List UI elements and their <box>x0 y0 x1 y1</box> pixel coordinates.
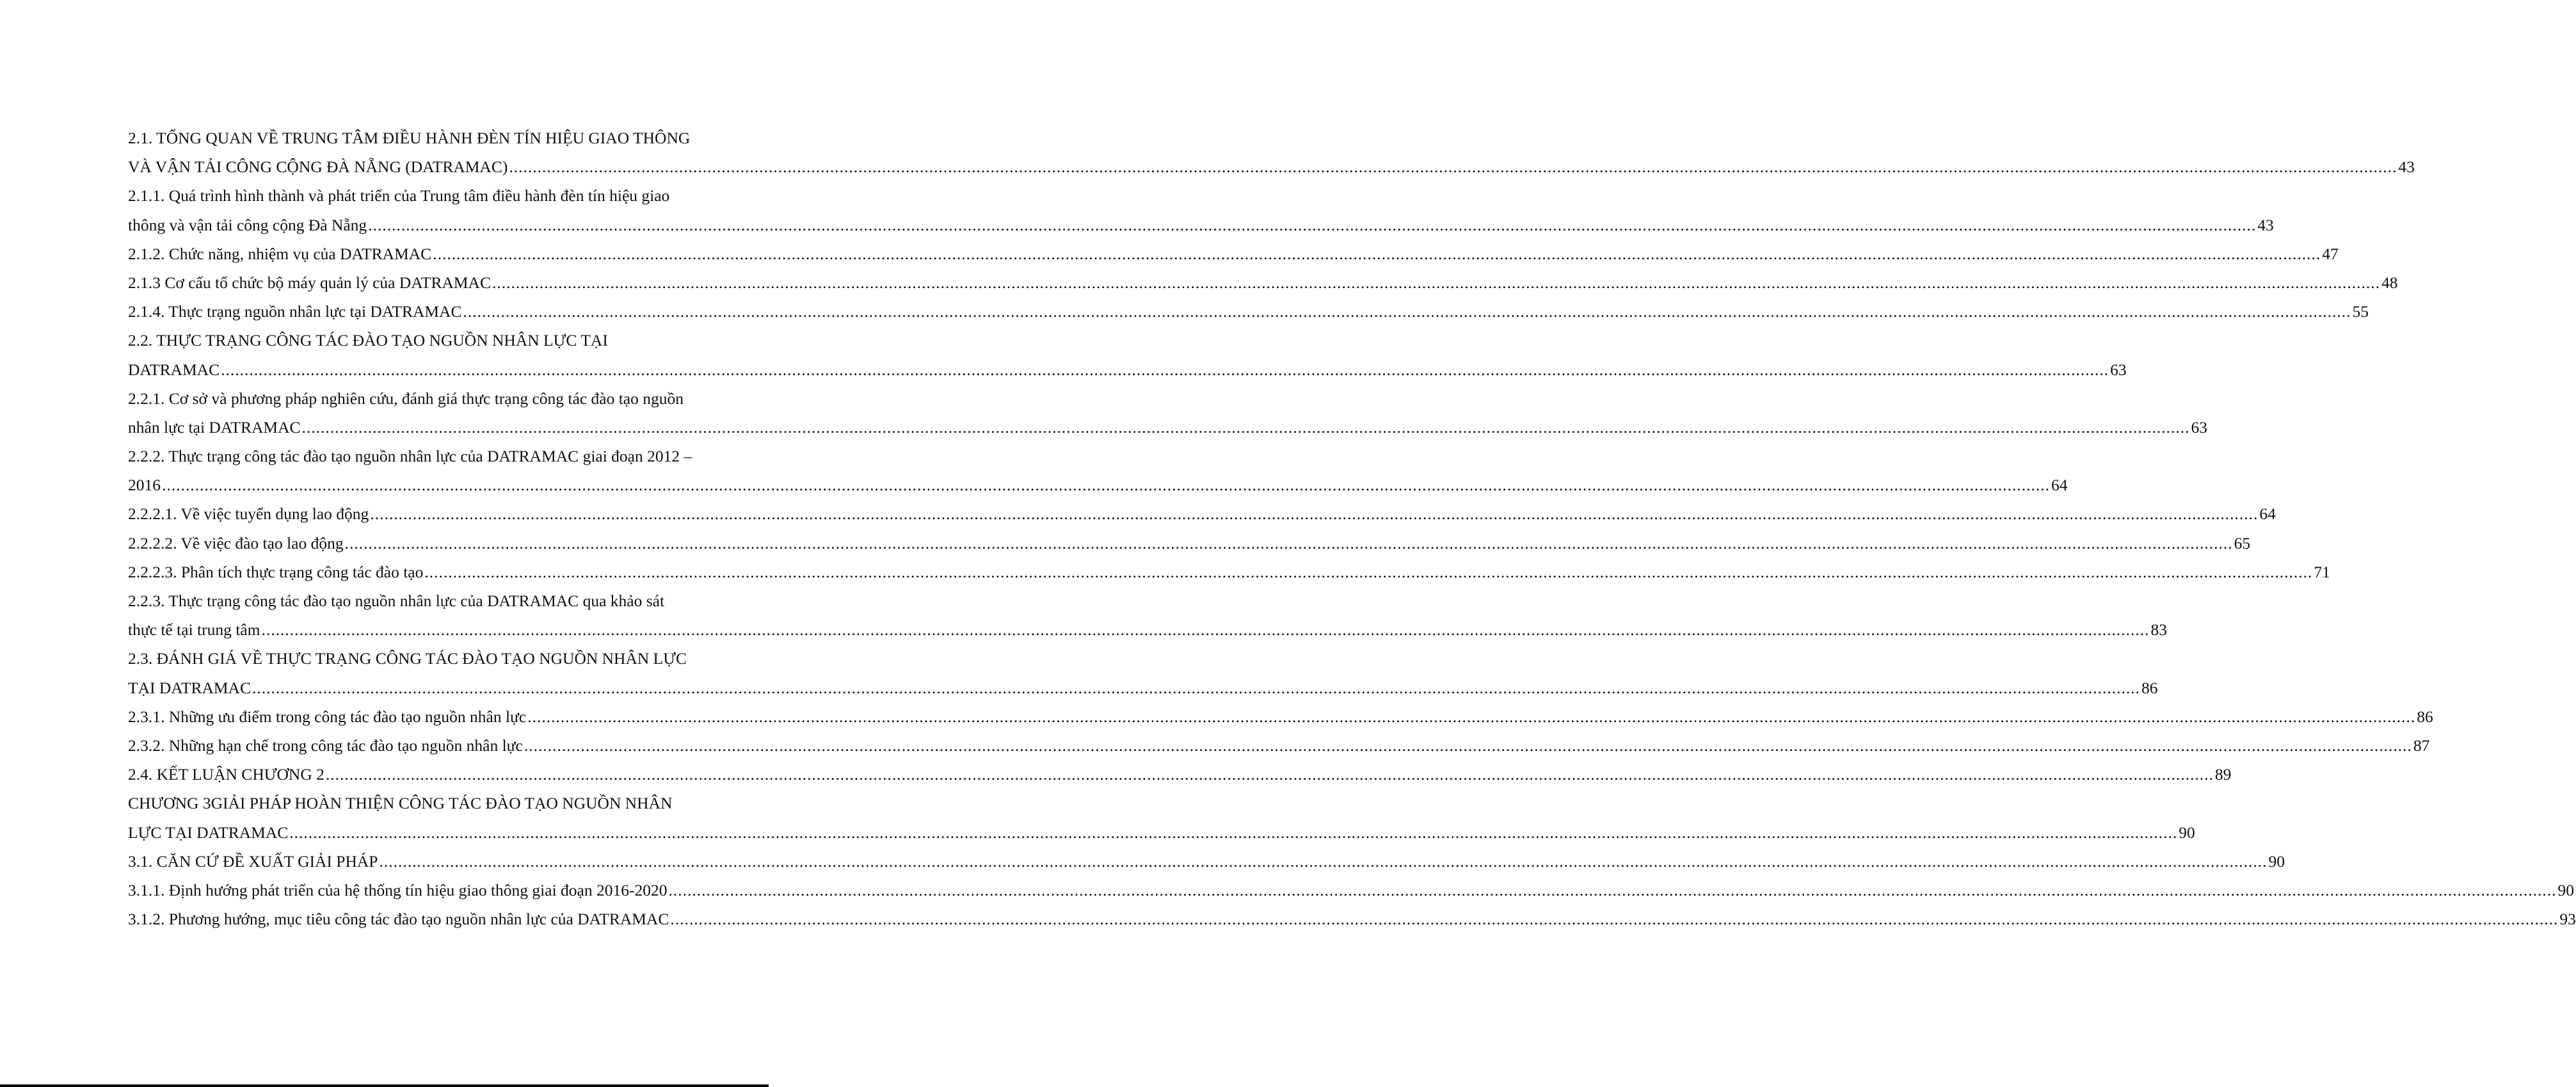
toc-page-number: 48 <box>2381 273 2398 292</box>
toc-entry-line <box>128 789 713 817</box>
toc-entry-title: CHƯƠNG 3GIẢI PHÁP HOÀN THIỆN CÔNG TÁC ĐÀO TẠO NGUỒN NHÂN <box>128 794 673 813</box>
toc-page-number: 90 <box>2268 851 2285 871</box>
dot-leader: ................................................................................................................................................................................................................................................................................................................................................................................................................ <box>527 707 2416 726</box>
toc-entry-line <box>128 644 713 673</box>
dot-leader: ................................................................................................................................................................................................................................................................................................................................................................................................................ <box>370 504 2259 524</box>
toc-entry-line <box>128 442 713 471</box>
toc-page-number: 63 <box>2191 417 2208 437</box>
toc-entry-title: 2.3.2. Những hạn chế trong công tác đào tạo nguồn nhân lực <box>128 736 523 755</box>
toc-entry-line <box>128 297 2369 326</box>
toc-entry-title: 2.4. KẾT LUẬN CHƯƠNG 2 <box>128 765 324 784</box>
toc-entry-line <box>128 760 2232 789</box>
toc-entry-title: nhân lực tại DATRAMAC <box>128 417 301 437</box>
dot-leader: ................................................................................................................................................................................................................................................................................................................................................................................................................ <box>433 244 2321 263</box>
toc-entry-line <box>128 876 2574 905</box>
toc-entry-title: 3.1.1. Định hướng phát triển của hệ thống tín hiệu giao thông giai đoạn 2016-2020 <box>128 880 668 899</box>
dot-leader: ................................................................................................................................................................................................................................................................................................................................................................................................................ <box>509 157 2397 177</box>
toc-entry-line <box>128 326 713 355</box>
toc-entry-title: 2.2.2.2. Về việc đào tạo lao động <box>128 533 344 552</box>
toc-page-number: 93 <box>2559 910 2576 929</box>
toc-entry-title: thực tế tại trung tâm <box>128 620 260 640</box>
toc-entry-line <box>128 152 2415 181</box>
dot-leader: ................................................................................................................................................................................................................................................................................................................................................................................................................ <box>261 620 2150 640</box>
dot-leader: ................................................................................................................................................................................................................................................................................................................................................................................................................ <box>325 765 2214 784</box>
toc-entry-title: 2.2.2.3. Phân tích thực trạng công tác đào tạo <box>128 562 424 581</box>
toc-entry-line <box>128 413 2208 442</box>
toc-entry-title: 2.2.1. Cơ sở và phương pháp nghiên cứu, đánh giá thực trạng công tác đào tạo nguồn <box>128 389 684 408</box>
toc-page-number: 55 <box>2352 302 2369 321</box>
dot-leader: ................................................................................................................................................................................................................................................................................................................................................................................................................ <box>668 880 2557 899</box>
toc-page-number: 86 <box>2141 678 2158 697</box>
toc-entry-line <box>128 268 2398 297</box>
toc-entry-title: 2.2.3. Thực trạng công tác đào tạo nguồn nhân lực của DATRAMAC qua khảo sát <box>128 592 665 610</box>
toc-entry-title: 2.2.2.1. Về việc tuyển dụng lao động <box>128 504 369 524</box>
toc-entry-line <box>128 615 2167 644</box>
toc-entry-title: 2.1.1. Quá trình hình thành và phát triển của Trung tâm điều hành đèn tín hiệu giao <box>128 186 670 205</box>
toc-page-number: 64 <box>2259 504 2276 524</box>
toc-page-number: 63 <box>2110 360 2127 379</box>
toc-entry-line <box>128 181 713 210</box>
toc-entry-line <box>128 586 713 615</box>
toc-page-number: 43 <box>2398 157 2415 177</box>
dot-leader: ................................................................................................................................................................................................................................................................................................................................................................................................................ <box>301 417 2190 437</box>
dot-leader: ................................................................................................................................................................................................................................................................................................................................................................................................................ <box>162 476 2050 495</box>
toc-entry-title: 2.3.1. Những ưu điểm trong công tác đào tạo nguồn nhân lực <box>128 707 527 726</box>
toc-entry-line <box>128 239 2339 268</box>
toc-entry-title: 2.1.3 Cơ cấu tổ chức bộ máy quản lý của DATRAMAC <box>128 273 491 292</box>
toc-entry-title: 2.2. THỰC TRẠNG CÔNG TÁC ĐÀO TẠO NGUỒN NHÂN LỰC TẠI <box>128 331 608 350</box>
toc-page-number: 83 <box>2150 620 2167 640</box>
toc-entry-title: 2.1.2. Chức năng, nhiệm vụ của DATRAMAC <box>128 244 432 263</box>
toc-entry-title: 2.3. ĐÁNH GIÁ VỀ THỰC TRẠNG CÔNG TÁC ĐÀO TẠO NGUỒN NHÂN LỰC <box>128 649 687 668</box>
toc-entry-title: VÀ VẬN TẢI CÔNG CỘNG ĐÀ NẴNG (DATRAMAC) <box>128 157 508 177</box>
toc-entry-line <box>128 905 2576 933</box>
toc-entry-line <box>128 384 713 413</box>
toc-entry-title: 3.1.2. Phương hướng, mục tiêu công tác đào tạo nguồn nhân lực của DATRAMAC <box>128 910 669 929</box>
toc-entry-line <box>128 558 2330 586</box>
toc-entry-line <box>128 529 2251 558</box>
toc-entry-title: DATRAMAC <box>128 360 220 379</box>
toc-entry-line <box>128 499 2276 528</box>
toc-entry-title: 2.1.4. Thực trạng nguồn nhân lực tại DATRAMAC <box>128 302 462 321</box>
toc-page-number: 47 <box>2322 244 2339 263</box>
dot-leader: ................................................................................................................................................................................................................................................................................................................................................................................................................ <box>379 851 2268 871</box>
dot-leader: ................................................................................................................................................................................................................................................................................................................................................................................................................ <box>221 360 2109 379</box>
toc-page-number: 90 <box>2179 823 2195 842</box>
toc-page-number: 65 <box>2234 533 2251 552</box>
toc-entry-line <box>128 211 2274 239</box>
toc-entry-title: thông và vận tải công cộng Đà Nẵng <box>128 215 367 234</box>
dot-leader: ................................................................................................................................................................................................................................................................................................................................................................................................................ <box>368 215 2257 234</box>
toc-page-number: 90 <box>2557 880 2574 899</box>
toc-page-number: 86 <box>2417 707 2433 726</box>
toc-entry-title: 3.1. CĂN CỨ ĐỀ XUẤT GIẢI PHÁP <box>128 851 378 871</box>
toc-page-number: 43 <box>2257 215 2274 234</box>
table-of-contents <box>128 124 2576 933</box>
dot-leader: ................................................................................................................................................................................................................................................................................................................................................................................................................ <box>344 533 2233 552</box>
dot-leader: ................................................................................................................................................................................................................................................................................................................................................................................................................ <box>252 678 2140 697</box>
toc-page-number: 64 <box>2051 476 2068 495</box>
toc-entry-line <box>128 818 2195 847</box>
toc-page-number: 71 <box>2314 562 2330 581</box>
dot-leader: ................................................................................................................................................................................................................................................................................................................................................................................................................ <box>424 562 2313 581</box>
toc-entry-title: 2.1. TỔNG QUAN VỀ TRUNG TÂM ĐIỀU HÀNH ĐÈN TÍN HIỆU GIAO THÔNG <box>128 129 691 147</box>
toc-page-number: 87 <box>2413 736 2430 755</box>
dot-leader: ................................................................................................................................................................................................................................................................................................................................................................................................................ <box>524 736 2412 755</box>
dot-leader: ................................................................................................................................................................................................................................................................................................................................................................................................................ <box>670 910 2559 929</box>
toc-entry-title: 2.2.2. Thực trạng công tác đào tạo nguồn nhân lực của DATRAMAC giai đoạn 2012 – <box>128 447 692 466</box>
toc-entry-line <box>128 673 2158 702</box>
toc-entry-title: LỰC TẠI DATRAMAC <box>128 823 289 842</box>
toc-entry-line <box>128 355 2127 384</box>
dot-leader: ................................................................................................................................................................................................................................................................................................................................................................................................................ <box>289 823 2178 842</box>
toc-page-number: 89 <box>2214 765 2232 784</box>
toc-entry-line <box>128 702 2433 731</box>
toc-entry-title: TẠI DATRAMAC <box>128 678 251 697</box>
page-bottom-edge <box>0 1084 769 1087</box>
dot-leader: ................................................................................................................................................................................................................................................................................................................................................................................................................ <box>492 273 2380 292</box>
toc-entry-line <box>128 847 2285 876</box>
toc-entry-line <box>128 731 2430 760</box>
toc-entry-line <box>128 471 2068 499</box>
dot-leader: ................................................................................................................................................................................................................................................................................................................................................................................................................ <box>463 302 2351 321</box>
toc-entry-title: 2016 <box>128 476 161 495</box>
toc-entry-line <box>128 124 713 152</box>
